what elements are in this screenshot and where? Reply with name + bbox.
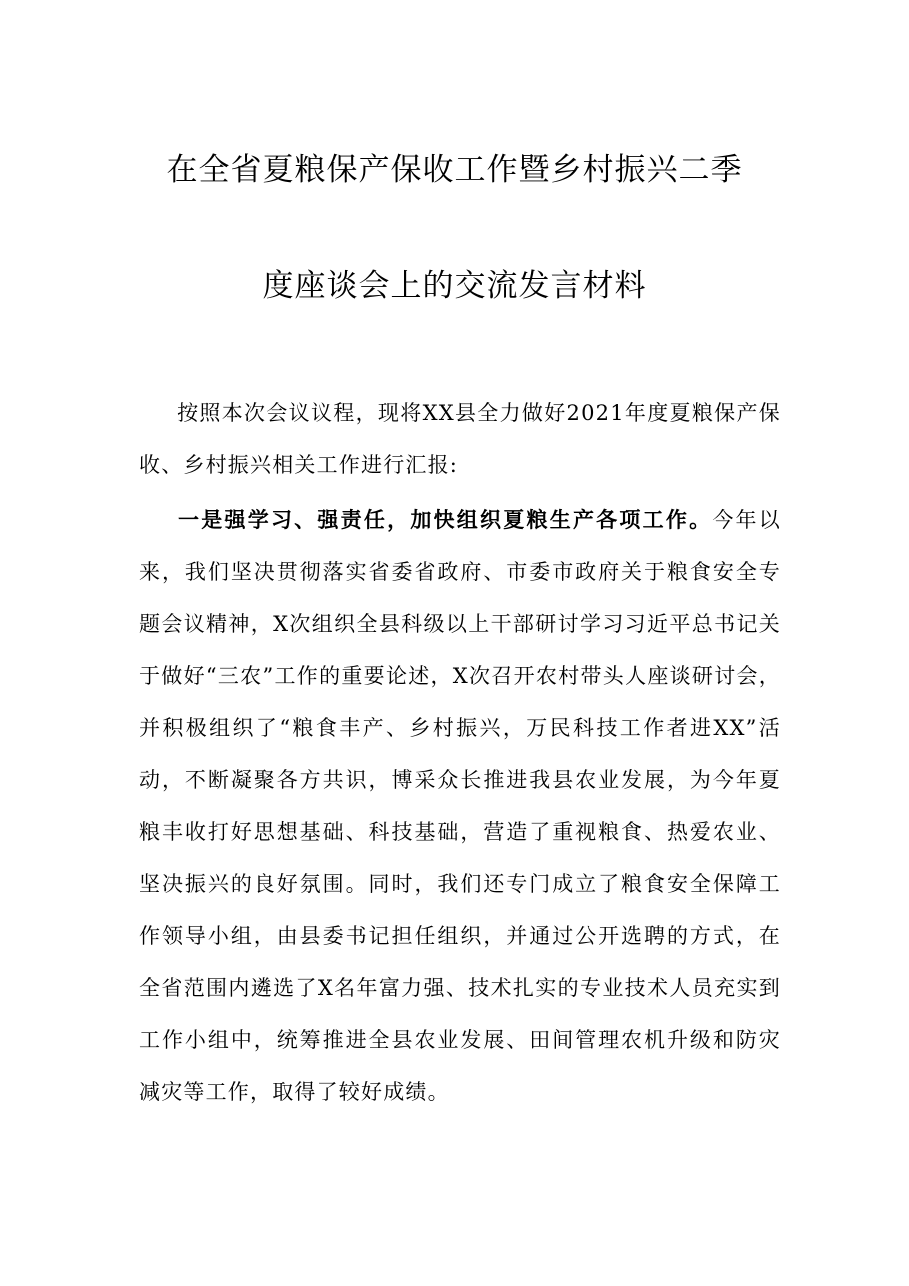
paragraph-intro (139, 387, 781, 491)
paragraph-point-one (139, 494, 781, 1118)
paragraph-lead-heading: 一是强学习、强责任，加快组织夏粮生产各项工作。 (177, 508, 713, 532)
paragraph-intro-text: 按照本次会议议程，现将XX县全力做好2021年度夏粮保产保收、乡村振兴相关工作进行汇报: (139, 401, 781, 477)
document-title-line-2: 度座谈会上的交流发言材料 (262, 268, 647, 304)
paragraph-point-one-text: 今年以来，我们坚决贯彻落实省委省政府、市委市政府关于粮食安全专题会议精神，X次组织全县科级以上干部研讨学习习近平总书记关于做好“三农”工作的重要论述，X次召开农村带头人座谈研讨会，并积极组织了“粮食丰产、乡村振兴，万民科技工作者进XX”活动，不断凝聚各方共识，博采众长推进我县农业发展，为今年夏粮丰收打好思想基础、科技基础，营造了重视粮食、热爱农业、坚决振兴的良好氛围。同时，我们还专门成立了粮食安全保障工作领导小组，由县委书记担任组织，并通过公开选聘的方式，在全省范围内遴选了X名年富力强、技术扎实的专业技术人员充实到工作小组中，统筹推进全县农业发展、田间管理农机升级和防灾减灾等工作，取得了较好成绩。 (139, 508, 781, 1104)
document-title-line-1: 在全省夏粮保产保收工作暨乡村振兴二季 (166, 152, 743, 188)
